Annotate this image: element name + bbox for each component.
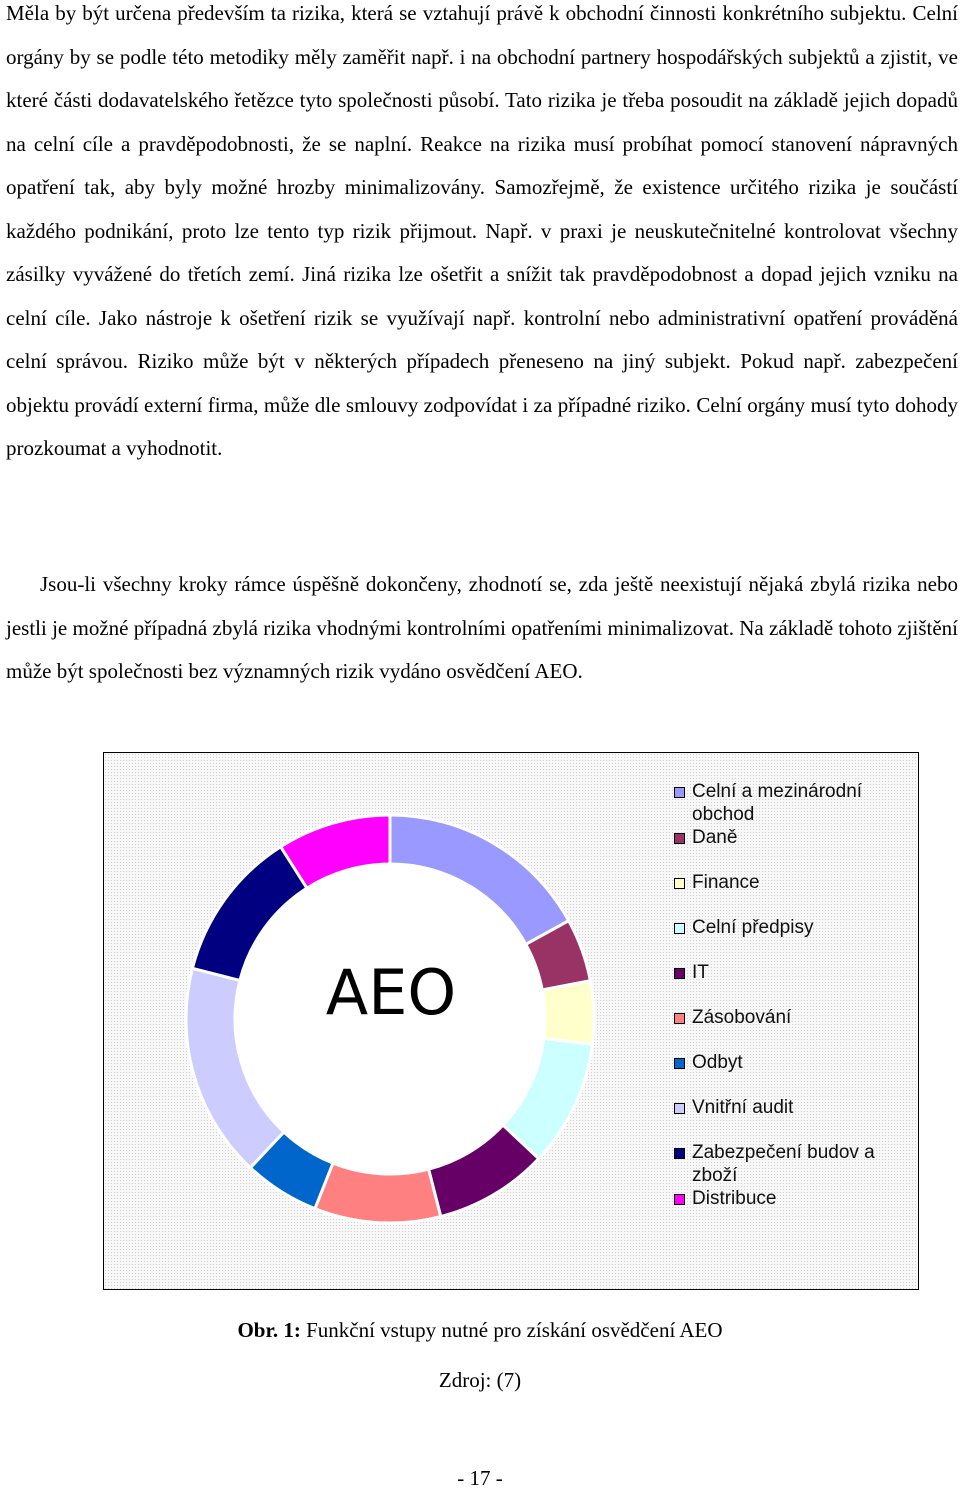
legend-item [674,916,904,939]
body-paragraph-1: Měla by být určena především ta rizika, která se vztahují právě k obchodní činnosti konkrétního subjektu. Celní orgány by se podle této metodiky měly zaměřit např. i na obchodní partnery hospodářských subjektů a zjistit, ve které části dodavatelského řetězce tyto společnosti působí. Tato rizika je třeba posoudit na základě jejich dopadů na celní cíle a pravděpodobnosti, že se naplní. Reakce na rizika musí probíhat pomocí stanovení nápravných opatření tak, aby byly možné hrozby minimalizovány. Samozřejmě, že existence určitého rizika je součástí každého podnikání, proto lze tento typ rizik přijmout. Např. v praxi je neuskutečnitelné kontrolovat všechny zásilky vyvážené do třetích zemí. Jiná rizika lze ošetřit a snížit tak pravděpodobnost a dopad jejich vzniku na celní cíle. Jako nástroje k ošetření rizik se využívají např. kontrolní nebo administrativní opatření prováděná celní správou. Riziko může být v některých případech přeneseno na jiný subjekt. Pokud např. zabezpečení objektu provádí externí firma, může dle smlouvy zodpovídat i za případné riziko. Celní orgány musí tyto dohody prozkoumat a vyhodnotit. [6,1,958,460]
legend-item [674,961,904,984]
legend-swatch [674,1103,685,1114]
legend-label: Distribuce [692,1188,777,1209]
legend-item [674,1006,904,1029]
legend-item [674,1096,904,1119]
figure-caption-label: Obr. 1: [237,1318,301,1342]
legend-swatch [674,1013,685,1024]
legend-label: Zásobování [692,1007,792,1028]
legend-label: Finance [692,872,760,893]
figure-source: Zdroj: (7) [438,1368,522,1392]
legend-item [674,1141,904,1187]
legend-swatch [674,787,685,798]
doughnut-slice-2 [542,981,594,1045]
aeo-doughnut-chart [103,752,919,1290]
legend-label: Celní předpisy [692,917,814,938]
legend-swatch [674,878,685,889]
legend-swatch [674,1058,685,1069]
legend-swatch [674,833,685,844]
legend-item [674,871,904,894]
legend-item [674,1187,904,1210]
figure-caption-text: Funkční vstupy nutné pro získání osvědčení AEO [306,1318,723,1342]
legend-swatch [674,923,685,934]
legend-label: Zabezpečení budov a zboží [692,1142,875,1186]
chart-legend [674,780,904,1210]
figure-caption [0,1318,960,1343]
legend-label: Daně [692,827,738,848]
legend-label: IT [692,962,709,983]
body-paragraph-2: Jsou-li všechny kroky rámce úspěšně dokončeny, zhodnotí se, zda ještě neexistují nějaká zbylá rizika nebo jestli je možné případná zbylá rizika vhodnými kontrolními opatřeními minimalizovat. Na základě tohoto zjištění může být společnosti bez významných rizik vydáno osvědčení AEO. [6,572,958,683]
legend-swatch [674,968,685,979]
legend-item [674,780,904,826]
legend-swatch [674,1148,685,1159]
legend-label: Vnitřní audit [692,1097,794,1118]
legend-swatch [674,1194,685,1205]
page-number: - 17 - [457,1466,503,1490]
chart-center-label: AEO [325,956,457,1029]
legend-item [674,826,904,849]
legend-label: Odbyt [692,1052,743,1073]
legend-label: Celní a mezinárodní obchod [692,781,863,825]
legend-item [674,1051,904,1074]
